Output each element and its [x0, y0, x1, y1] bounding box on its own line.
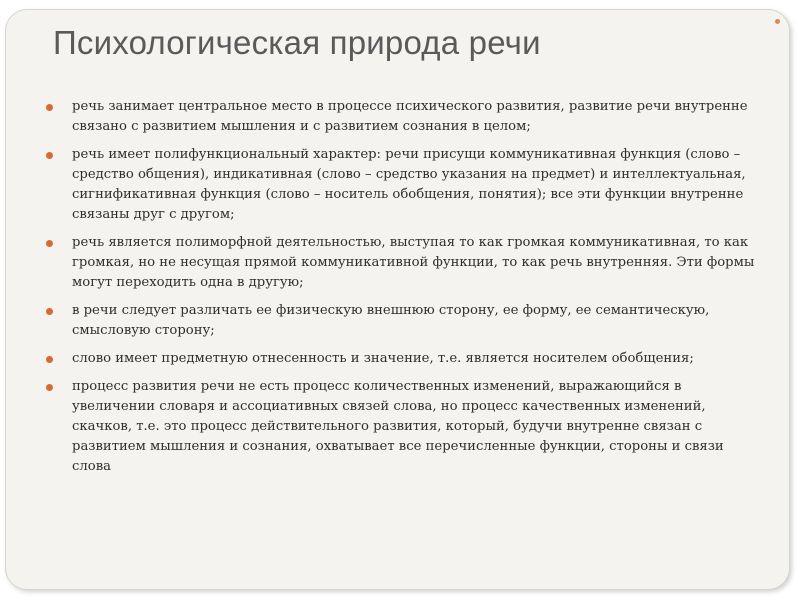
bullet-text: процесс развития речи не есть процесс количественных изменений, выражающийся в увеличении словаря и ассоциативных связей слова, но процесс качественных изменений, скачков, т.е. это процесс действительного развития, который, будучи внутренне связан с развитием мышления и сознания, охватывает все перечисленные функции, стороны и связи слова	[72, 379, 724, 474]
bullet-item	[46, 377, 766, 477]
circle-bullet-icon	[46, 104, 53, 111]
slide-title: Психологическая природа речи	[53, 24, 541, 61]
bullet-text: речь является полиморфной деятельностью, выступая то как громкая коммуникативная, то как громкая, но не несущая прямой коммуникативной функции, то как речь внутренняя. Эти формы могут переходить одна в другую;	[72, 235, 755, 290]
bullet-text: в речи следует различать ее физическую внешнюю сторону, ее форму, ее семантическую, смысловую сторону;	[72, 303, 710, 338]
circle-bullet-icon	[46, 384, 53, 391]
bullet-item	[46, 97, 766, 137]
slide	[5, 9, 790, 590]
circle-bullet-icon	[46, 240, 53, 247]
bullet-item	[46, 233, 766, 293]
bullet-item	[46, 145, 766, 225]
circle-bullet-icon	[46, 152, 53, 159]
bullet-item	[46, 301, 766, 341]
circle-bullet-icon	[46, 356, 53, 363]
corner-dot-icon	[775, 19, 780, 24]
bullet-text: речь имеет полифункциональный характер: речи присущи коммуникативная функция (слово – средство общения), индикативная (слово – средство указания на предмет) и интеллектуальная, сигнификативная функция (слово – носитель обобщения, понятия); все эти функции внутренне связаны друг с другом;	[72, 147, 746, 222]
bullet-list	[46, 97, 766, 485]
bullet-text: слово имеет предметную отнесенность и значение, т.е. является носителем обобщения;	[72, 351, 694, 366]
bullet-item	[46, 349, 766, 369]
circle-bullet-icon	[46, 308, 53, 315]
bullet-text: речь занимает центральное место в процессе психического развития, развитие речи внутренне связано с развитием мышления и с развитием сознания в целом;	[72, 99, 748, 134]
